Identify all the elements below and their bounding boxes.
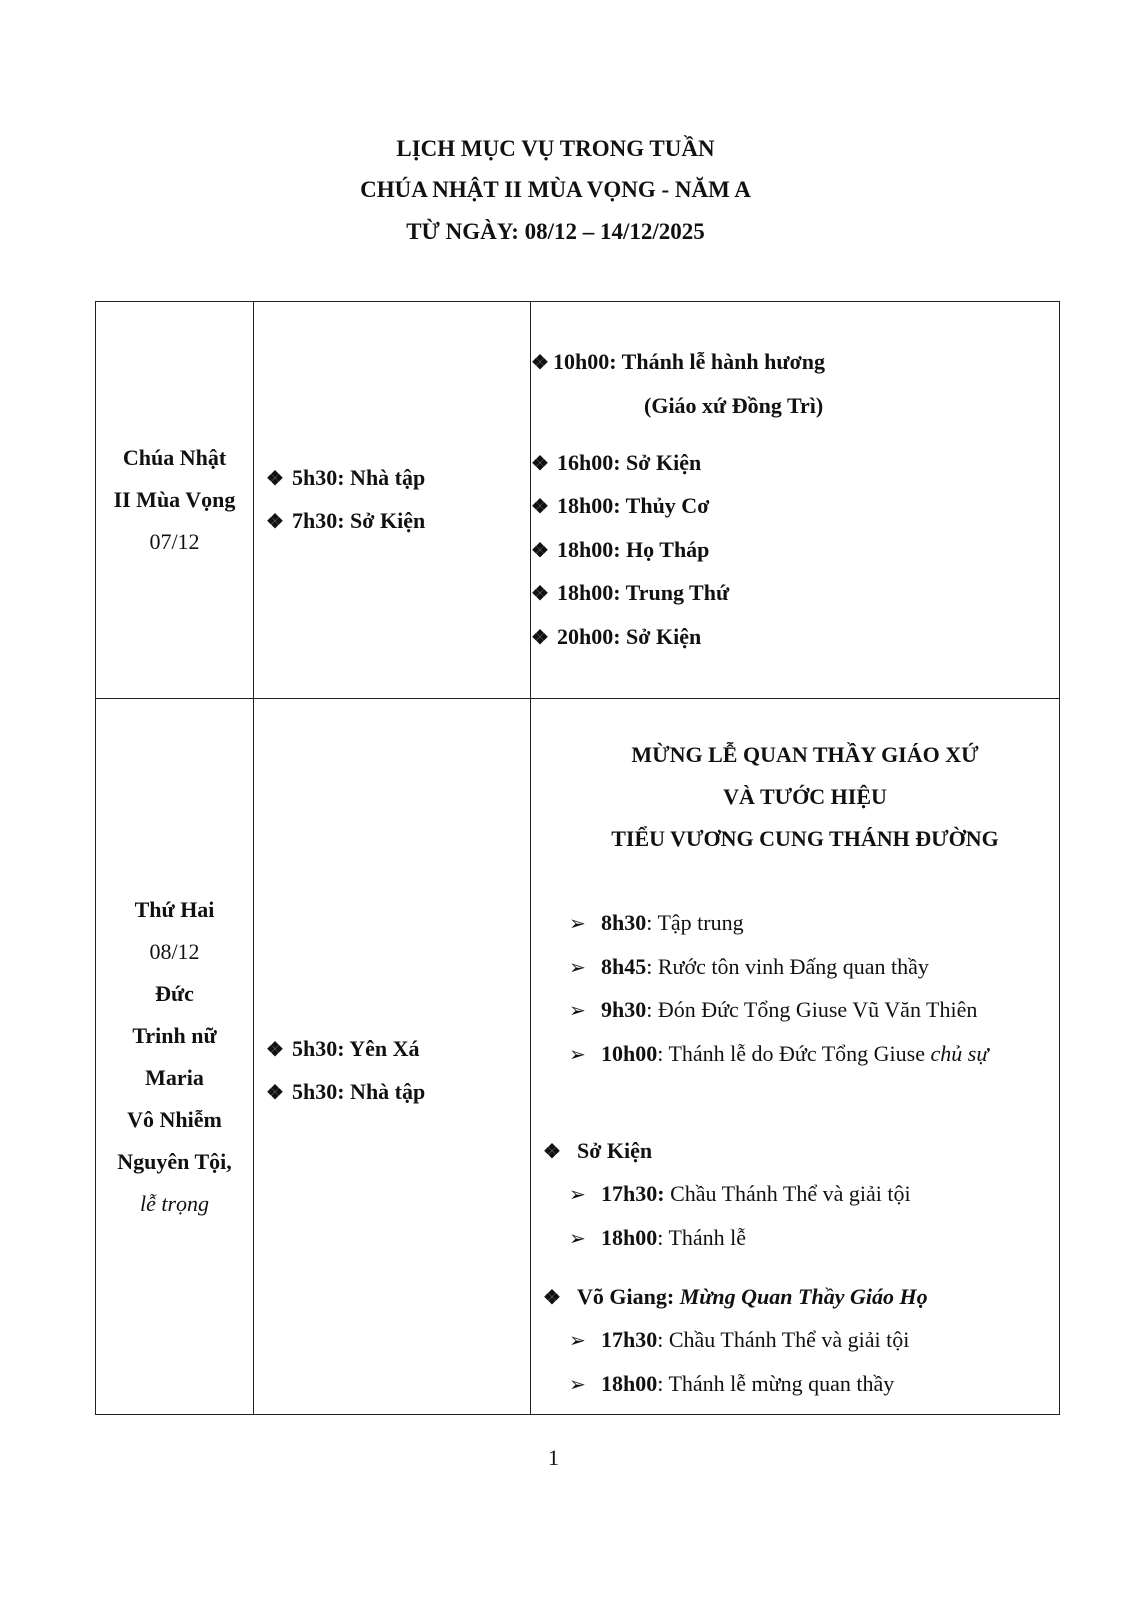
- diamond-bullet-icon: ❖: [531, 539, 549, 562]
- day-cell: [96, 699, 254, 1415]
- arrow-bullet-icon: ➢: [569, 1227, 586, 1250]
- group-list: [531, 1173, 1059, 1260]
- title-line-3: TỪ NGÀY: 08/12 – 14/12/2025: [406, 219, 705, 244]
- diamond-bullet-icon: ❖: [531, 352, 549, 374]
- day-cell: [96, 302, 254, 699]
- list-item: ➢ 8h45: Rước tôn vinh Đấng quan thầy: [569, 946, 1059, 990]
- list-item: ➢ 17h30: Chầu Thánh Thể và giải tội: [569, 1173, 1059, 1217]
- day-feast: II Mùa Vọng: [113, 487, 236, 512]
- day-name: Chúa Nhật: [122, 445, 227, 470]
- diamond-bullet-icon: ❖: [531, 583, 549, 605]
- arrow-bullet-icon: ➢: [569, 1043, 586, 1066]
- group-heading: ❖ Võ Giang: Mừng Quan Thầy Giáo Họ: [531, 1276, 1059, 1319]
- diamond-bullet-icon: ❖: [543, 1287, 561, 1309]
- arrow-bullet-icon: ➢: [569, 956, 586, 979]
- diamond-bullet-icon: ❖: [266, 468, 284, 490]
- list-item: ➢ 17h30: Chầu Thánh Thể và giải tội: [569, 1319, 1059, 1363]
- list-item: ❖ 18h00: Thủy Cơ: [531, 485, 1059, 529]
- diamond-bullet-icon: ❖: [531, 496, 549, 518]
- title-line-1: LỊCH MỤC VỤ TRONG TUẦN: [396, 136, 715, 161]
- diamond-bullet-icon: ❖: [266, 511, 284, 533]
- list-item: ➢ 9h30: Đón Đức Tổng Giuse Vũ Văn Thiên: [569, 989, 1059, 1033]
- list-item: ❖ 10h00: Thánh lễ hành hương: [531, 341, 1059, 385]
- feast-rank: lễ trọng: [139, 1190, 210, 1216]
- day-feast-line: Trinh nữ: [132, 1022, 217, 1048]
- diamond-bullet-icon: ❖: [543, 1141, 561, 1163]
- table-row: [96, 699, 1060, 1415]
- early-mass-cell: [254, 302, 531, 699]
- early-mass-cell: [254, 699, 531, 1415]
- schedule-table: [95, 301, 1060, 1415]
- title-line-2: CHÚA NHẬT II MÙA VỌNG - NĂM A: [360, 177, 751, 202]
- arrow-bullet-icon: ➢: [569, 1373, 586, 1396]
- list-item: ➢ 10h00: Thánh lễ do Đức Tổng Giuse chủ sự: [569, 1033, 1059, 1077]
- diamond-bullet-icon: ❖: [266, 1038, 284, 1061]
- day-name: Thứ Hai: [134, 896, 215, 922]
- list-item: ❖ 16h00: Sở Kiện: [531, 442, 1059, 486]
- group-list: [531, 1319, 1059, 1406]
- day-feast-line: Vô Nhiễm: [127, 1106, 222, 1132]
- event-subtitle: (Giáo xứ Đồng Trì): [644, 392, 824, 418]
- day-feast-line: Đức: [155, 980, 194, 1006]
- page-number: 1: [548, 1445, 559, 1470]
- list-item: ❖ 20h00: Sở Kiện: [531, 616, 1059, 660]
- list-item: ❖ 18h00: Trung Thứ: [531, 572, 1059, 616]
- arrow-bullet-icon: ➢: [569, 913, 586, 935]
- main-schedule-cell: [531, 699, 1060, 1415]
- main-schedule-cell: [531, 302, 1060, 699]
- feast-title: MỪNG LỄ QUAN THẦY GIÁO XỨ VÀ TƯỚC HIỆU TIỂU VƯƠNG CUNG THÁNH ĐƯỜNG: [611, 742, 999, 851]
- diamond-bullet-icon: ❖: [531, 626, 549, 649]
- list-item: ❖ 5h30: Yên Xá: [266, 1028, 530, 1071]
- day-date: 08/12: [149, 938, 200, 964]
- list-item: ❖ 5h30: Nhà tập: [266, 1071, 530, 1114]
- list-item: ➢ 8h30: Tập trung: [569, 902, 1059, 946]
- group-heading: ❖ Sở Kiện: [531, 1130, 1059, 1173]
- arrow-bullet-icon: ➢: [569, 1184, 586, 1206]
- program-list: [531, 902, 1059, 1076]
- list-item: ❖ 7h30: Sở Kiện: [266, 500, 530, 543]
- arrow-bullet-icon: ➢: [569, 1000, 586, 1022]
- diamond-bullet-icon: ❖: [266, 1081, 284, 1104]
- list-item: ➢ 18h00: Thánh lễ mừng quan thầy: [569, 1363, 1059, 1407]
- day-date: 07/12: [149, 529, 200, 554]
- diamond-bullet-icon: ❖: [531, 452, 549, 475]
- arrow-bullet-icon: ➢: [569, 1330, 586, 1352]
- list-item: ➢ 18h00: Thánh lễ: [569, 1217, 1059, 1261]
- day-feast-line: Maria: [145, 1064, 204, 1090]
- list-item: ❖ 18h00: Họ Tháp: [531, 529, 1059, 573]
- day-feast-line: Nguyên Tội,: [117, 1148, 232, 1174]
- table-row: [96, 302, 1060, 699]
- list-item: ❖ 5h30: Nhà tập: [266, 457, 530, 500]
